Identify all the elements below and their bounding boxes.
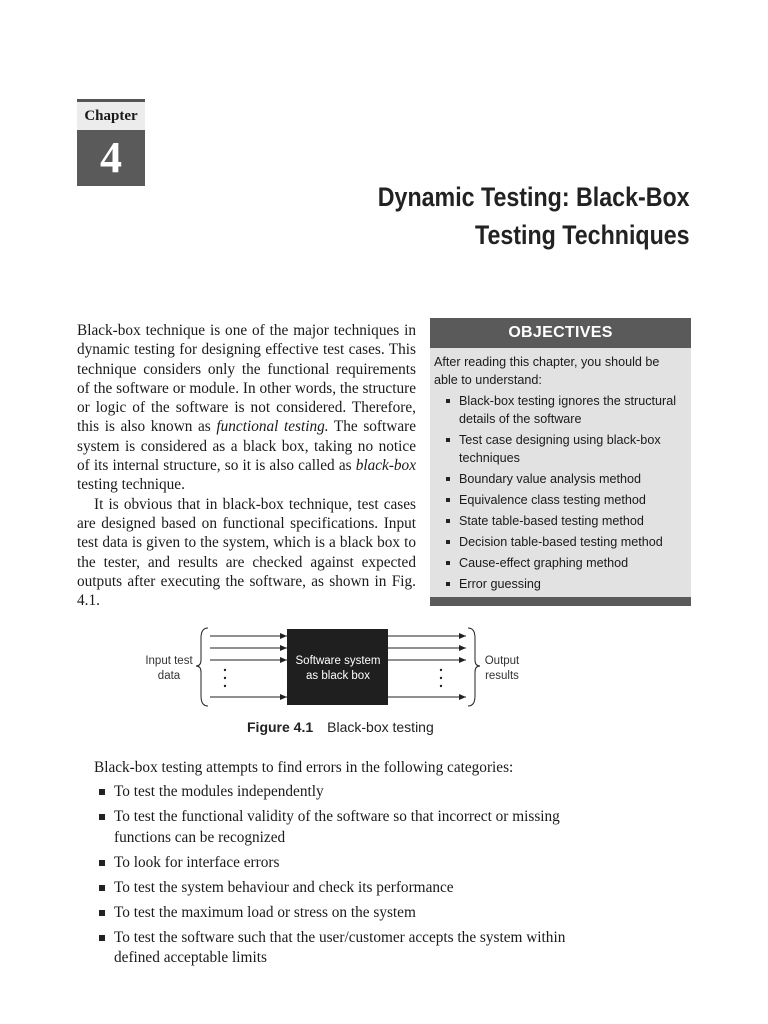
objectives-header: OBJECTIVES bbox=[430, 318, 691, 348]
black-box-diagram bbox=[140, 624, 540, 710]
intro-paragraph-1 bbox=[77, 321, 416, 495]
intro-p1-before: Black-box technique is one of the major techniques in dynamic testing for designing effective test cases. This technique considers only the functional requirements of the software or module. In other words, the structure or logic of the software is not considered. Therefore, this is also known as bbox=[77, 322, 416, 436]
black-box-rect bbox=[287, 629, 388, 705]
objective-item: Decision table-based testing method bbox=[444, 533, 685, 551]
output-label-line-1: Output bbox=[484, 655, 520, 667]
chapter-title bbox=[378, 178, 690, 254]
figure-caption bbox=[247, 719, 434, 735]
figure-number: Figure 4.1 bbox=[247, 719, 314, 735]
objective-item: Boundary value analysis method bbox=[444, 470, 685, 488]
category-item: To test the functional validity of the software so that incorrect or missing functions can be recognized bbox=[97, 807, 597, 848]
box-label-line-2: as black box bbox=[306, 670, 370, 682]
intro-p1-after: testing technique. bbox=[77, 476, 185, 494]
category-item: To test the software such that the user/customer accepts the system within defined acceptable limits bbox=[97, 928, 597, 969]
output-brace bbox=[468, 628, 480, 706]
objectives-box bbox=[430, 318, 691, 606]
input-brace bbox=[196, 628, 208, 706]
objectives-intro: After reading this chapter, you should be able to understand: bbox=[434, 355, 660, 387]
output-label-line-2: results bbox=[485, 670, 519, 682]
input-label-line-2: data bbox=[157, 670, 181, 682]
input-ellipsis bbox=[224, 669, 226, 687]
output-ellipsis bbox=[440, 669, 442, 687]
chapter-marker bbox=[77, 99, 145, 186]
categories-list bbox=[97, 782, 597, 973]
input-arrows bbox=[210, 636, 287, 697]
box-label-line-1: Software system bbox=[295, 655, 381, 667]
categories-lead: Black-box testing attempts to find errors in the following categories: bbox=[94, 759, 514, 776]
chapter-title-line-2: Testing Techniques bbox=[475, 220, 690, 250]
category-item: To look for interface errors bbox=[97, 853, 597, 874]
objectives-list bbox=[430, 392, 691, 593]
term-black-box: black-box bbox=[355, 457, 416, 475]
figure-caption-text: Black-box testing bbox=[327, 719, 434, 735]
chapter-title-line-1: Dynamic Testing: Black-Box bbox=[378, 182, 690, 212]
intro-p1-middle: The software system is considered as a black box, taking no notice of its internal structure, so it is also called as bbox=[77, 418, 416, 475]
intro-text bbox=[77, 321, 416, 610]
objective-item: State table-based testing method bbox=[444, 512, 685, 530]
objective-item: Black-box testing ignores the structural details of the software bbox=[444, 392, 685, 428]
objective-item: Equivalence class testing method bbox=[444, 491, 685, 509]
term-functional-testing: functional testing. bbox=[216, 418, 329, 436]
category-item: To test the modules independently bbox=[97, 782, 597, 803]
objective-item: Cause-effect graphing method bbox=[444, 554, 685, 572]
objective-item: Error guessing bbox=[444, 575, 685, 593]
chapter-number: 4 bbox=[77, 130, 145, 186]
chapter-label: Chapter bbox=[77, 99, 145, 130]
category-item: To test the system behaviour and check its performance bbox=[97, 878, 597, 899]
output-arrows bbox=[388, 636, 466, 697]
input-label-line-1: Input test bbox=[145, 655, 193, 667]
category-item: To test the maximum load or stress on the system bbox=[97, 903, 597, 924]
intro-paragraph-2: It is obvious that in black-box technique, test cases are designed based on functional specifications. Input test data is given to the system, which is a black box to the tester, and results are checked against expected outputs after executing the software, as shown in Fig. 4.1. bbox=[77, 495, 416, 610]
objective-item: Test case designing using black-box techniques bbox=[444, 431, 685, 467]
